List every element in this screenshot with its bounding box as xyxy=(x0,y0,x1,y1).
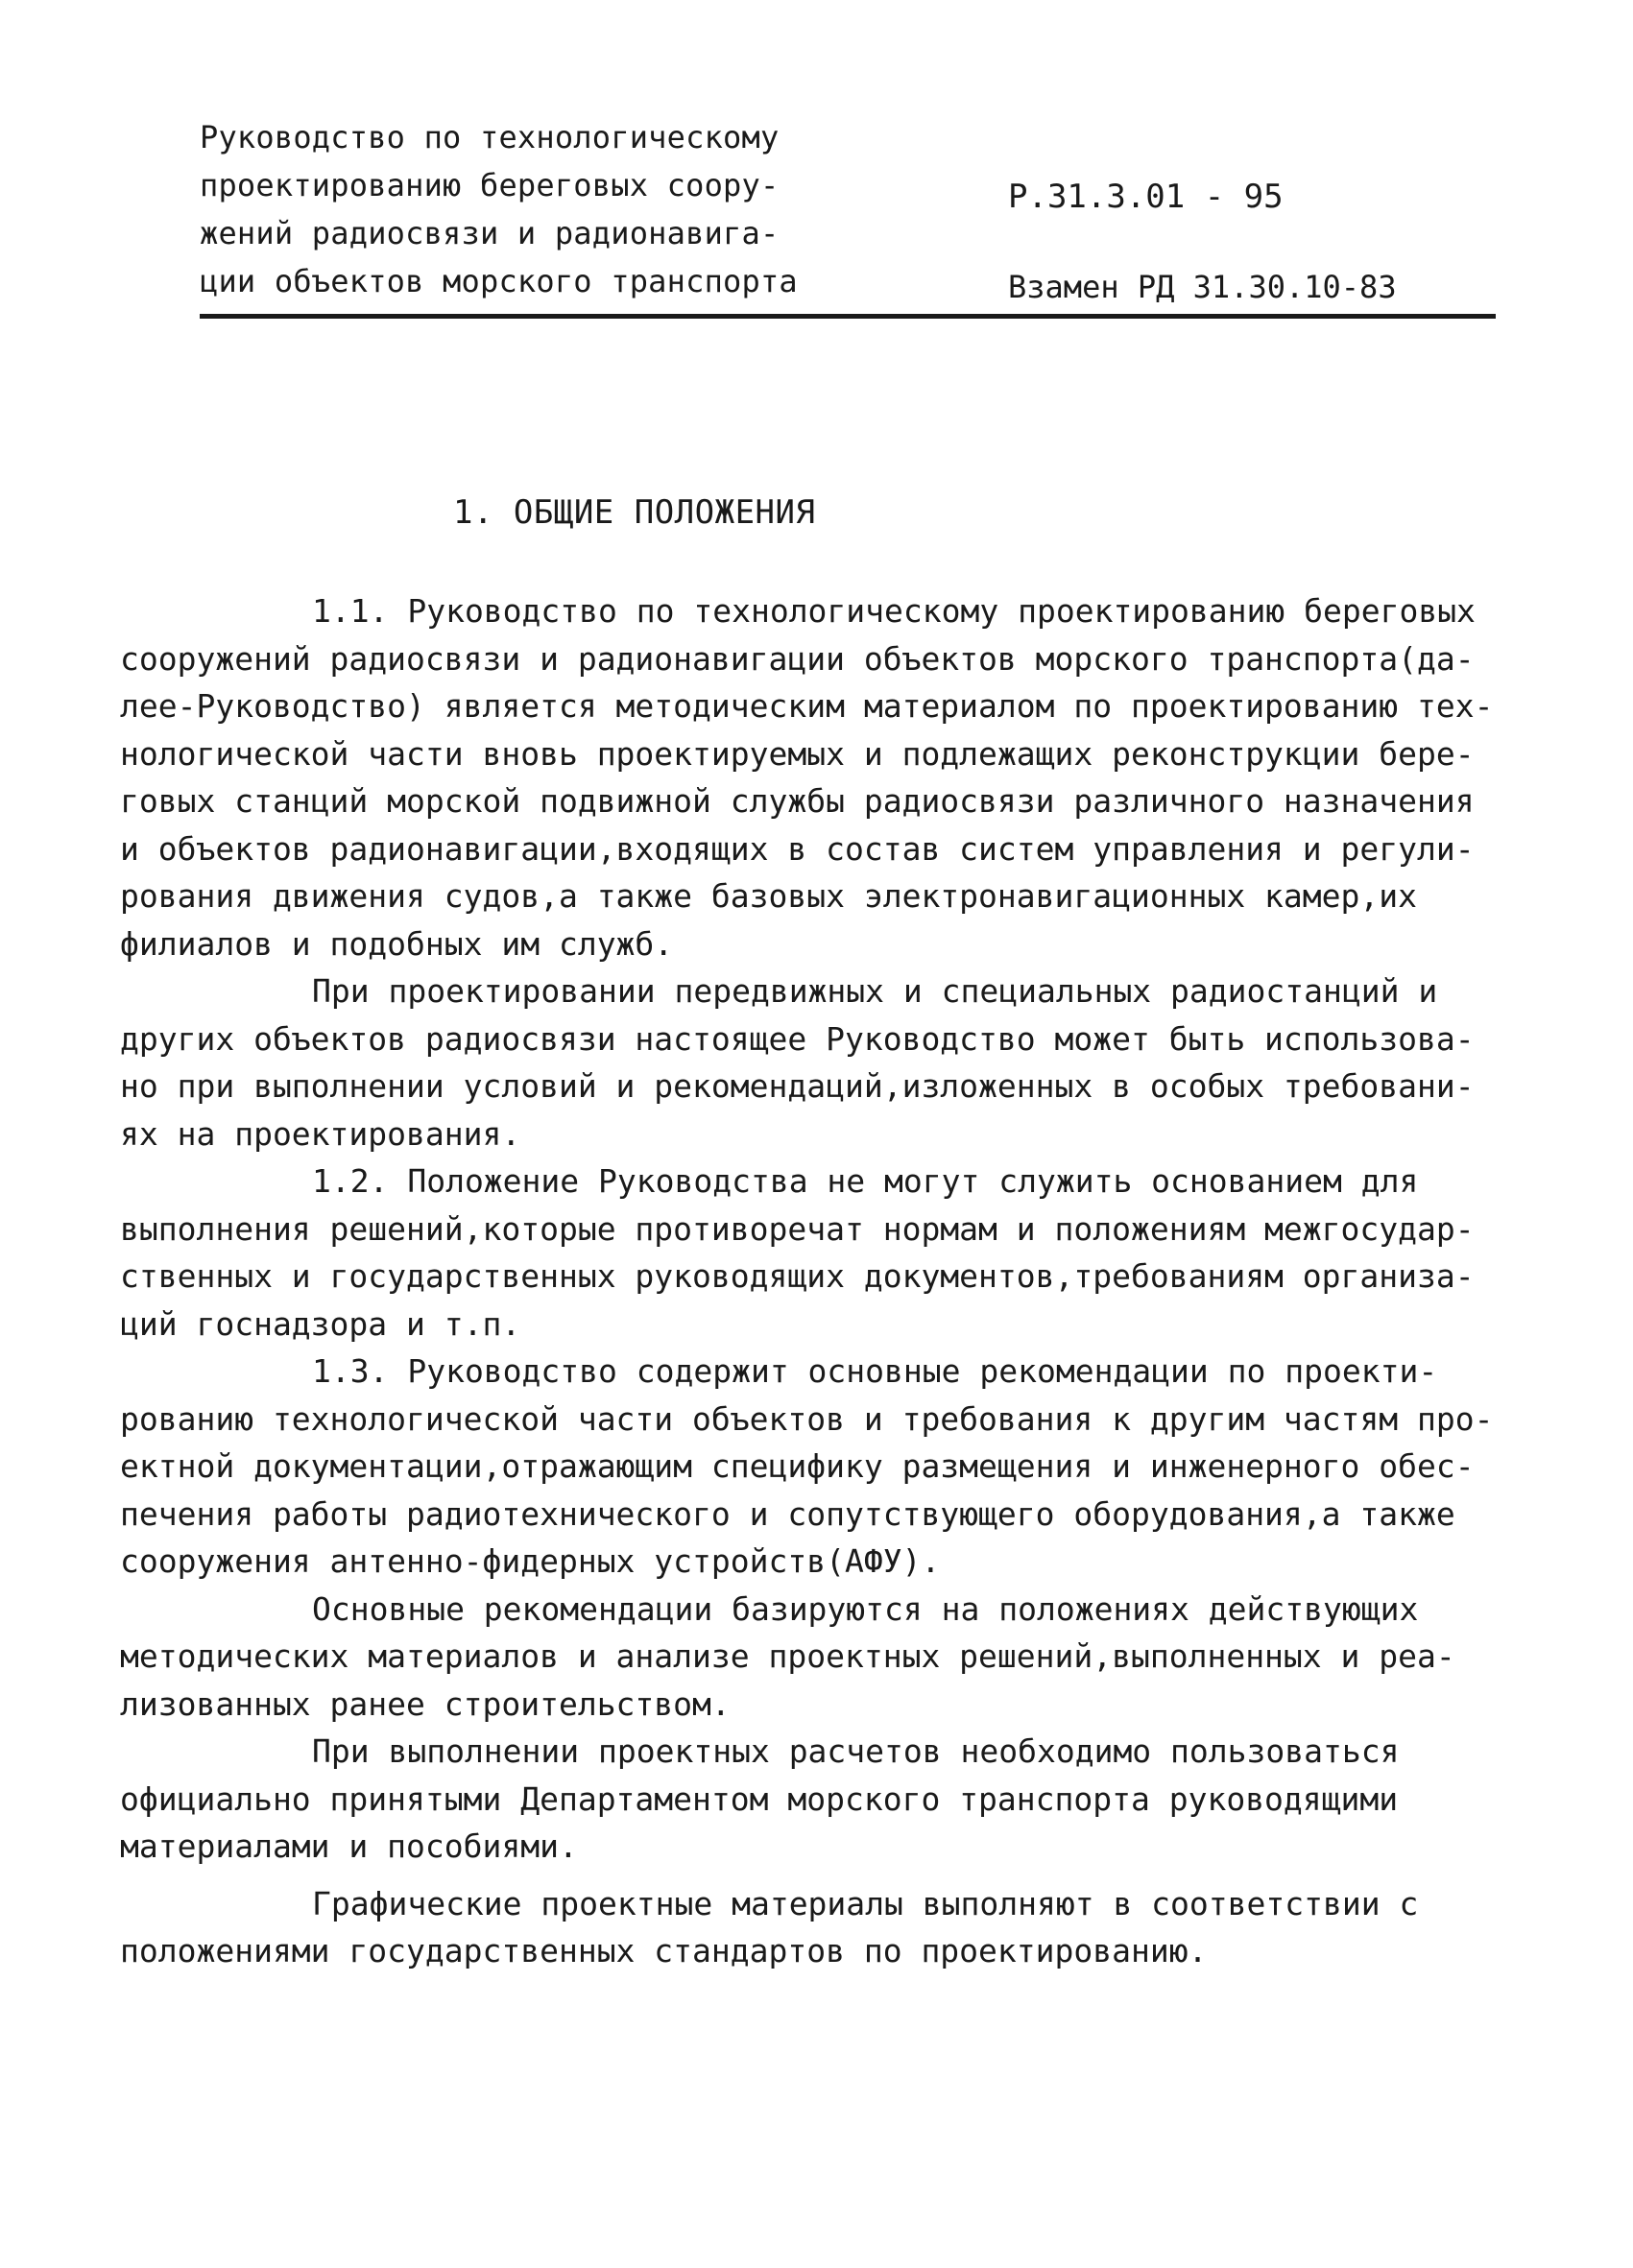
paragraph-line: лизованных ранее строительством. xyxy=(120,1684,731,1723)
paragraph-line: При выполнении проектных расчетов необходимо пользоваться xyxy=(312,1732,1400,1770)
document-title-block xyxy=(200,113,798,305)
paragraph-line: Графические проектные материалы выполняют в соответствии с xyxy=(312,1884,1419,1922)
paragraph-line: печения работы радиотехнического и сопутствующего оборудования,а также xyxy=(120,1494,1455,1533)
paragraph-line: филиалов и подобных им служб. xyxy=(120,924,674,963)
paragraph-line: ций госнадзора и т.п. xyxy=(120,1304,521,1343)
paragraph-line: нологической части вновь проектируемых и подлежащих реконструкции бере- xyxy=(120,734,1475,773)
paragraph-line: рованию технологической части объектов и требования к другим частям про- xyxy=(120,1399,1494,1438)
header-divider xyxy=(200,314,1496,319)
paragraph-line: сооружения антенно-фидерных устройств(АФУ). xyxy=(120,1542,941,1580)
paragraph-line: материалами и пособиями. xyxy=(120,1827,578,1865)
paragraph-line: ектной документации,отражающим специфику размещения и инженерного обес- xyxy=(120,1447,1475,1485)
paragraph-line: сооружений радиосвязи и радионавигации объектов морского транспорта(да- xyxy=(120,639,1475,678)
title-line: жений радиосвязи и радионавига- xyxy=(200,215,780,251)
title-line: ции объектов морского транспорта xyxy=(200,263,798,299)
document-code-block xyxy=(1008,173,1397,311)
title-line: Руководство по технологическому xyxy=(200,119,780,155)
replaces-note: Взамен РД 31.30.10-83 xyxy=(1008,269,1397,305)
paragraph-line: 1.2. Положение Руководства не могут служить основанием для xyxy=(312,1162,1419,1200)
paragraph-line: положениями государственных стандартов по проектированию. xyxy=(120,1932,1208,1970)
paragraph-line: 1.3. Руководство содержит основные рекомендации по проекти- xyxy=(312,1352,1438,1390)
document-code: Р.31.3.01 - 95 xyxy=(1008,178,1284,216)
paragraph-line: 1.1. Руководство по технологическому проектированию береговых xyxy=(312,592,1476,630)
paragraph-line: говых станций морской подвижной службы радиосвязи различного назначения xyxy=(120,782,1475,820)
section-title: 1. ОБЩИЕ ПОЛОЖЕНИЯ xyxy=(453,493,816,532)
paragraph-line: и объектов радионавигации,входящих в состав систем управления и регули- xyxy=(120,829,1475,868)
paragraph-line: лее-Руководство) является методическим материалом по проектированию тех- xyxy=(120,687,1494,725)
paragraph-line: ях на проектирования. xyxy=(120,1114,521,1153)
title-line: проектированию береговых соору- xyxy=(200,167,780,203)
paragraph-line: других объектов радиосвязи настоящее Руководство может быть использова- xyxy=(120,1019,1475,1058)
paragraph-line: ственных и государственных руководящих документов,требованиям организа- xyxy=(120,1257,1475,1295)
body-text xyxy=(120,587,1531,1975)
paragraph-line: но при выполнении условий и рекомендаций,изложенных в особых требовани- xyxy=(120,1067,1475,1105)
paragraph-line: Основные рекомендации базируются на положениях действующих xyxy=(312,1589,1419,1628)
paragraph-line: официально принятыми Департаментом морского транспорта руководящими xyxy=(120,1779,1399,1818)
paragraph-line: выполнения решений,которые противоречат нормам и положениям межгосудар- xyxy=(120,1209,1475,1248)
paragraph-line: При проектировании передвижных и специальных радиостанций и xyxy=(312,972,1438,1010)
paragraph-line: рования движения судов,а также базовых электронавигационных камер,их xyxy=(120,877,1418,915)
paragraph-line: методических материалов и анализе проектных решений,выполненных и реа- xyxy=(120,1637,1455,1675)
